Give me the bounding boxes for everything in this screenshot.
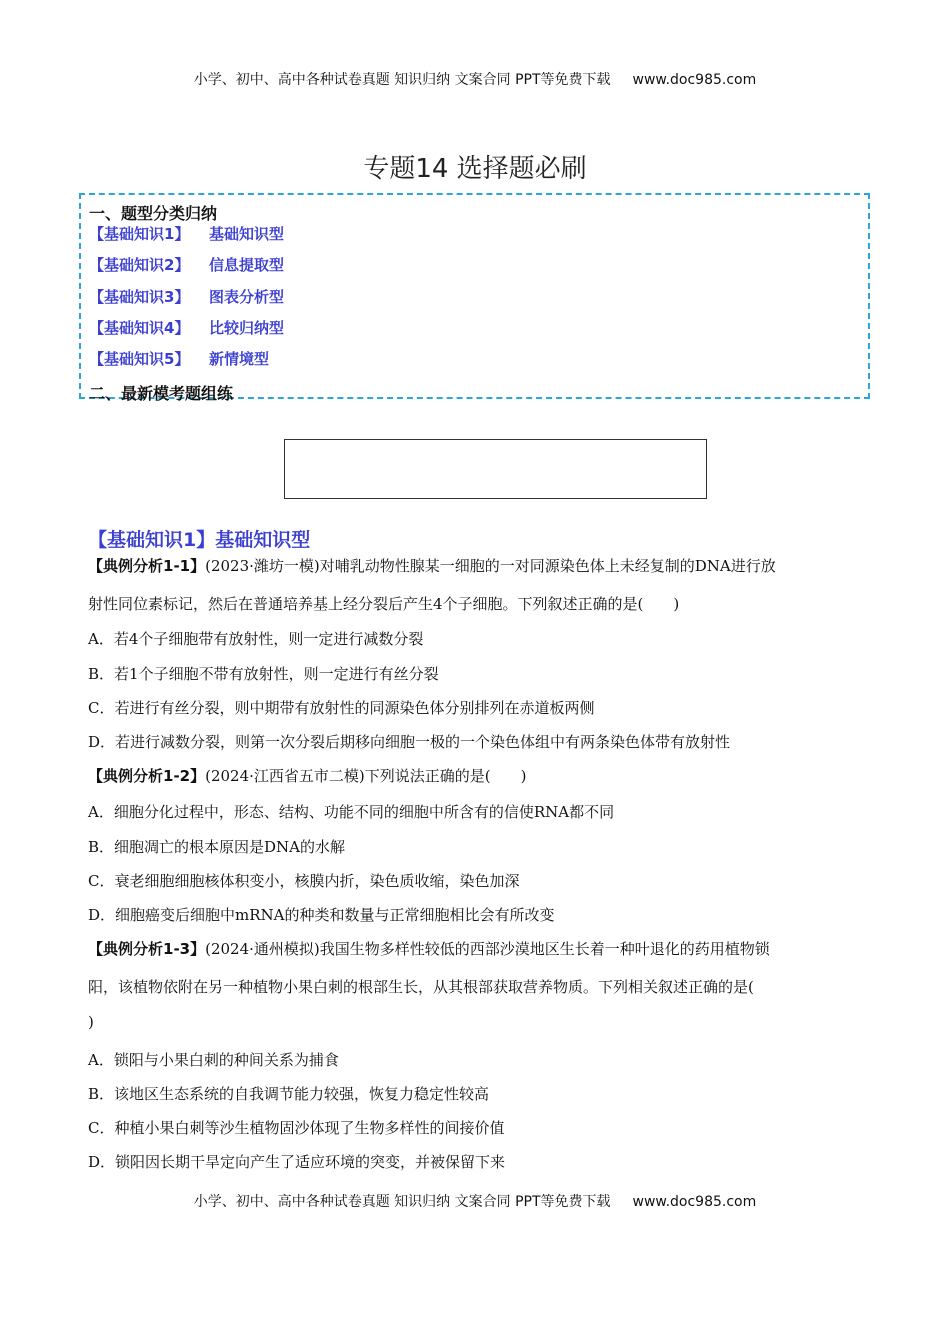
- page-header: [0, 69, 950, 89]
- q1-stem-line1: [88, 555, 776, 576]
- toc-item-label: 【基础知识5】: [89, 350, 190, 368]
- footer-site-link[interactable]: www.doc985.com: [632, 1194, 757, 1210]
- q2-text: (2024·江西省五市二模)下列说法正确的是( ): [205, 767, 527, 785]
- toc-item-5[interactable]: [89, 348, 269, 369]
- header-text: 小学、初中、高中各种试卷真题 知识归纳 文案合同 PPT等免费下载: [193, 72, 611, 88]
- q2-stem-line1: [88, 765, 526, 786]
- q2-option-d: D．细胞癌变后细胞中mRNA的种类和数量与正常细胞相比会有所改变: [88, 906, 555, 924]
- toc-item-name: 新情境型: [209, 350, 270, 368]
- q2-option-c: C．衰老细胞细胞核体积变小，核膜内折，染色质收缩，染色加深: [88, 872, 520, 890]
- q1-option-b: B．若1个子细胞不带有放射性，则一定进行有丝分裂: [88, 665, 439, 683]
- header-site-link[interactable]: www.doc985.com: [632, 72, 757, 88]
- q1-tag: 【典例分析1-1】: [88, 557, 206, 575]
- footer-text: 小学、初中、高中各种试卷真题 知识归纳 文案合同 PPT等免费下载: [193, 1194, 611, 1210]
- q3-option-c: C．种植小果白刺等沙生植物固沙体现了生物多样性的间接价值: [88, 1119, 505, 1137]
- table-of-contents: [79, 193, 870, 403]
- toc-item-name: 基础知识型: [209, 225, 285, 243]
- blank-box: [284, 439, 707, 499]
- q3-stem-line1: [88, 938, 770, 959]
- toc-item-name: 比较归纳型: [209, 319, 285, 337]
- q1-option-d: D．若进行减数分裂，则第一次分裂后期移向细胞一极的一个染色体组中有两条染色体带有放射性: [88, 733, 731, 751]
- q1-option-c: C．若进行有丝分裂，则中期带有放射性的同源染色体分别排列在赤道板两侧: [88, 699, 595, 717]
- toc-item-label: 【基础知识1】: [89, 225, 190, 243]
- toc-item-2[interactable]: [89, 254, 284, 275]
- toc-item-1[interactable]: [89, 223, 284, 244]
- q2-option-a: A．细胞分化过程中，形态、结构、功能不同的细胞中所含有的信使RNA都不同: [88, 803, 615, 821]
- q3-option-b: B．该地区生态系统的自我调节能力较强，恢复力稳定性较高: [88, 1085, 490, 1103]
- q3-option-d: D．锁阳因长期干旱定向产生了适应环境的突变，并被保留下来: [88, 1153, 506, 1171]
- q1-option-a: A．若4个子细胞带有放射性，则一定进行减数分裂: [88, 630, 424, 648]
- q1-stem-line2: 射性同位素标记，然后在普通培养基上经分裂后产生4个子细胞。下列叙述正确的是( ): [88, 595, 680, 613]
- page-footer: [0, 1191, 950, 1211]
- q3-stem-line3: ): [88, 1013, 94, 1031]
- toc-item-name: 信息提取型: [209, 256, 285, 274]
- q3-stem-line2: 阳，该植物依附在另一种植物小果白刺的根部生长，从其根部获取营养物质。下列相关叙述正确的是(: [88, 978, 754, 996]
- q3-option-a: A．锁阳与小果白刺的种间关系为捕食: [88, 1051, 339, 1069]
- toc-part1-heading: 一、题型分类归纳: [89, 204, 218, 223]
- toc-item-label: 【基础知识2】: [89, 256, 190, 274]
- page-title: 专题14 选择题必刷: [363, 154, 587, 184]
- q3-tag: 【典例分析1-3】: [88, 940, 206, 958]
- toc-item-name: 图表分析型: [209, 288, 285, 306]
- section-title: 【基础知识1】基础知识型: [88, 529, 311, 551]
- toc-item-label: 【基础知识3】: [89, 288, 190, 306]
- q2-option-b: B．细胞凋亡的根本原因是DNA的水解: [88, 838, 346, 856]
- toc-item-4[interactable]: [89, 317, 284, 338]
- toc-item-3[interactable]: [89, 286, 284, 307]
- q3-text: (2024·通州模拟)我国生物多样性较低的西部沙漠地区生长着一种叶退化的药用植物锁: [205, 940, 770, 958]
- toc-item-label: 【基础知识4】: [89, 319, 190, 337]
- q2-tag: 【典例分析1-2】: [88, 767, 206, 785]
- toc-part2-heading: 二、最新模考题组练: [89, 384, 234, 403]
- q1-text: (2023·潍坊一模)对哺乳动物性腺某一细胞的一对同源染色体上未经复制的DNA进行放: [205, 557, 776, 575]
